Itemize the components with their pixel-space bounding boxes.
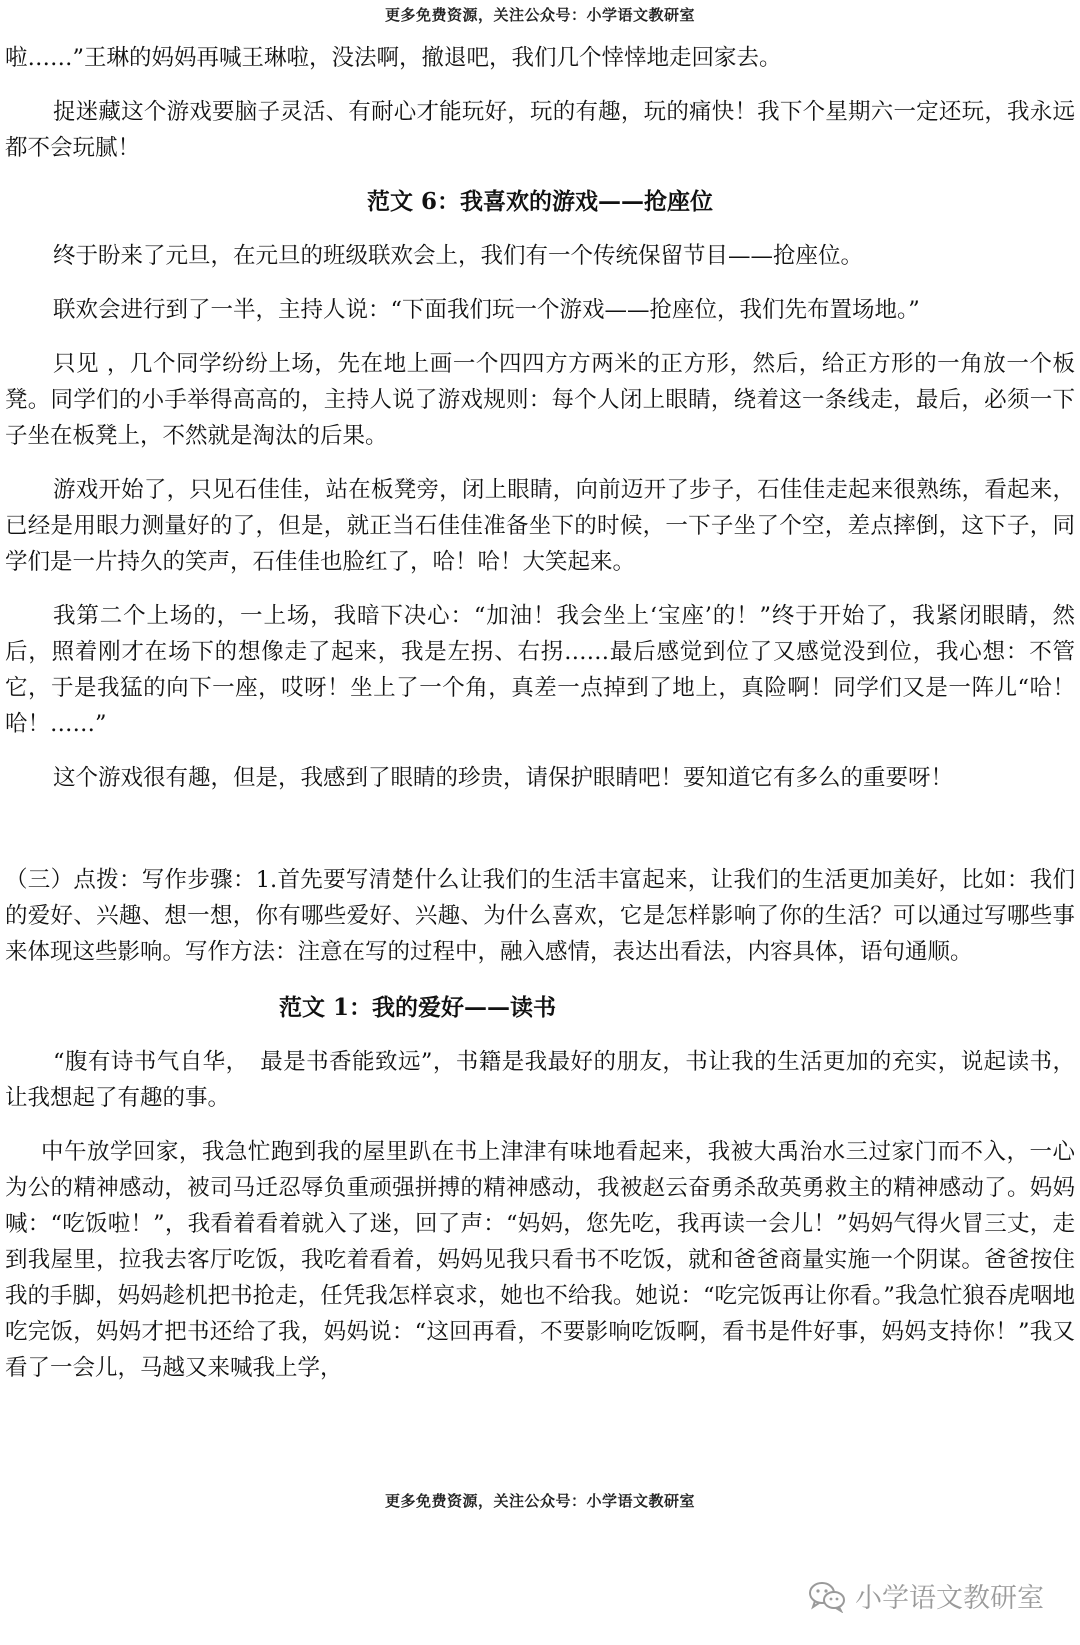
paragraph-7: 我第二个上场的，一上场，我暗下决心：“加油！我会坐上‘宝座’的！”终于开始了，我紧闭眼睛，然后，照着刚才在场下的想像走了起来，我是左拐、右拐……最后感觉到位了又感觉没到位，我心想：不管它，于是我猛的向下一座，哎呀！坐上了一个角，真差一点掉到了地上，真险啊！同学们又是一阵儿“哈！哈！……” xyxy=(5,603,1075,737)
paragraph-guidance: （三）点拨：写作步骤：1.首先要写清楚什么让我们的生活丰富起来，让我们的生活更加美好，比如：我们的爱好、兴趣、想一想，你有哪些爱好、兴趣、为什么喜欢，它是怎样影响了你的生活？可以通过写哪些事来体现这些影响。写作方法：注意在写的过程中，融入感情，表达出看法，内容具体，语句通顺。 xyxy=(5,867,1075,965)
paragraph-8: 这个游戏很有趣，但是，我感到了眼睛的珍贵，请保护眼睛吧！要知道它有多么的重要呀！ xyxy=(53,765,954,791)
wechat-icon xyxy=(807,1579,847,1613)
header-note: 更多免费资源，关注公众号：小学语文教研室 xyxy=(384,6,695,24)
paragraph-2: 捉迷藏这个游戏要脑子灵活、有耐心才能玩好，玩的有趣，玩的痛快！我下个星期六一定还玩，我永远都不会玩腻！ xyxy=(5,99,1075,161)
section-heading-6: 范文 6：我喜欢的游戏——抢座位 xyxy=(366,188,713,215)
watermark xyxy=(807,1576,1044,1615)
paragraph-4: 联欢会进行到了一半，主持人说：“下面我们玩一个游戏——抢座位，我们先布置场地。” xyxy=(53,297,920,323)
document-body xyxy=(5,40,1075,1386)
paragraph-6: 游戏开始了，只见石佳佳，站在板凳旁，闭上眼睛，向前迈开了步子，石佳佳走起来很熟练，看起来，已经是用眼力测量好的了，但是，就正当石佳佳准备坐下的时候，一下子坐了个空，差点摔倒，这下子，同学们是一片持久的笑声，石佳佳也脸红了，哈！哈！大笑起来。 xyxy=(5,477,1075,575)
section-heading-1: 范文 1：我的爱好——读书 xyxy=(279,994,557,1021)
paragraph-5: 只见 ，几个同学纷纷上场，先在地上画一个四四方方两米的正方形，然后，给正方形的一角放一个板凳。同学们的小手举得高高的，主持人说了游戏规则：每个人闭上眼睛，绕着这一条线走，最后，必须一下子坐在板凳上，不然就是淘汰的后果。 xyxy=(5,351,1075,449)
paragraph-3: 终于盼来了元旦，在元旦的班级联欢会上，我们有一个传统保留节目——抢座位。 xyxy=(53,243,864,269)
footer-note: 更多免费资源，关注公众号：小学语文教研室 xyxy=(384,1492,695,1510)
paragraph-11: 中午放学回家，我急忙跑到我的屋里趴在书上津津有味地看起来，我被大禹治水三过家门而不入，一心为公的精神感动，被司马迁忍辱负重顽强拼搏的精神感动，我被赵云奋勇杀敌英勇救主的精神感动了。妈妈喊：“吃饭啦！”，我看着看着就入了迷，回了声：“妈妈，您先吃，我再读一会儿！”妈妈气得火冒三丈，走到我屋里，拉我去客厅吃饭，我吃着看着，妈妈见我只看书不吃饭，就和爸爸商量实施一个阴谋。爸爸按住我的手脚，妈妈趁机把书抢走，任凭我怎样哀求，她也不给我。她说：“吃完饭再让你看。”我急忙狼吞虎咽地吃完饭，妈妈才把书还给了我，妈妈说：“这回再看，不要影响吃饭啊，看书是件好事，妈妈支持你！”我又看了一会儿，马越又来喊我上学， xyxy=(5,1139,1075,1381)
paragraph-10: “腹有诗书气自华， 最是书香能致远”，书籍是我最好的朋友，书让我的生活更加的充实，说起读书，让我想起了有趣的事。 xyxy=(5,1049,1075,1111)
watermark-text: 小学语文教研室 xyxy=(855,1583,1044,1614)
paragraph-1: 啦……”王琳的妈妈再喊王琳啦，没法啊，撤退吧，我们几个悻悻地走回家去。 xyxy=(5,45,782,71)
